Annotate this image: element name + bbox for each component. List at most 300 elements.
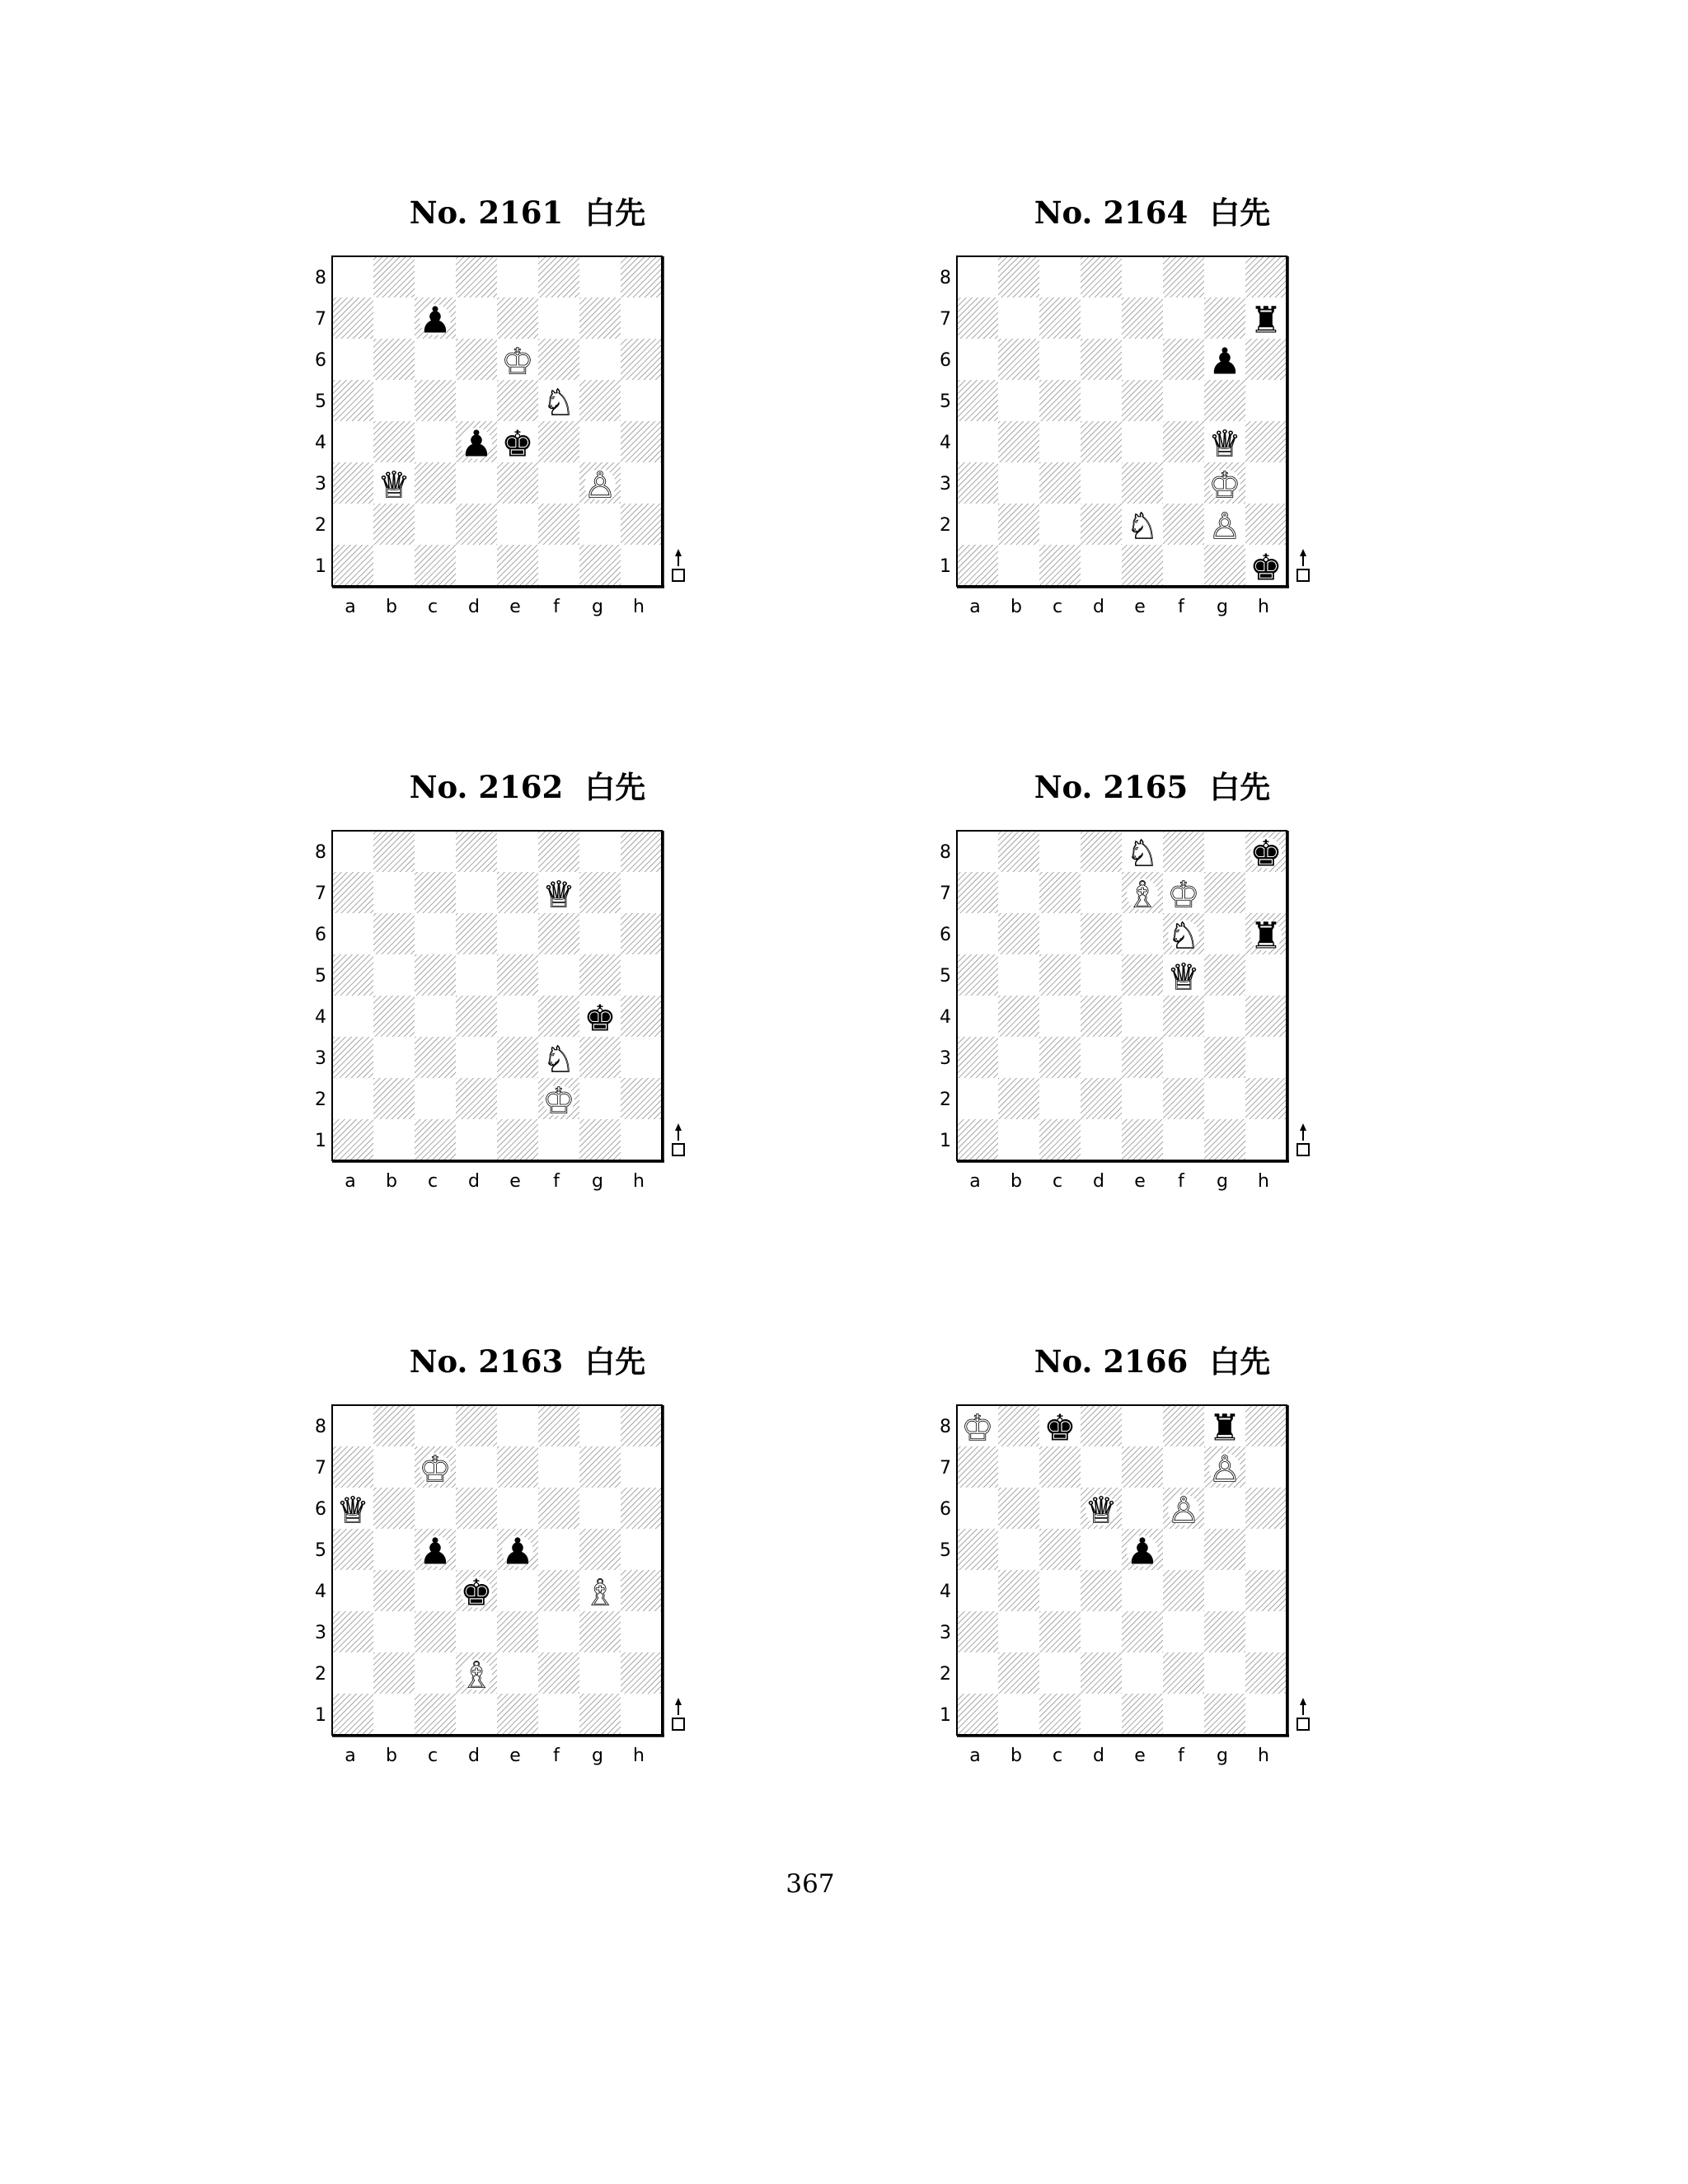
dark-square [456, 256, 497, 298]
dark-square [1245, 1488, 1287, 1529]
rank-label: 7 [940, 1458, 951, 1479]
rank-label: 2 [940, 1664, 951, 1685]
light-square [332, 913, 373, 954]
light-square [579, 421, 621, 462]
file-label: c [1052, 597, 1063, 617]
white-to-move-square-icon [1297, 1718, 1309, 1730]
dark-square [456, 504, 497, 545]
dark-square [1081, 1078, 1122, 1119]
light-square [998, 1529, 1039, 1570]
light-square [373, 298, 415, 339]
dark-square [332, 1119, 373, 1160]
dark-square [538, 421, 579, 462]
light-square [1081, 1611, 1122, 1652]
dark-square [1163, 831, 1204, 872]
light-square [497, 913, 538, 954]
white-to-move-square-icon [1297, 569, 1309, 581]
file-label: h [633, 1171, 645, 1192]
light-square [957, 421, 998, 462]
file-label: c [427, 597, 438, 617]
dark-square [415, 380, 456, 421]
light-square [1081, 872, 1122, 913]
dark-square [456, 1405, 497, 1446]
dark-square [621, 831, 662, 872]
light-square [538, 1694, 579, 1735]
rank-label: 7 [315, 1458, 326, 1479]
light-square [1204, 996, 1245, 1037]
rank-label: 6 [940, 1499, 951, 1520]
side-to-move: 白先 [584, 194, 646, 231]
dark-square [998, 1488, 1039, 1529]
light-square [621, 545, 662, 586]
light-square [957, 1488, 998, 1529]
light-square [415, 256, 456, 298]
dark-square [1204, 380, 1245, 421]
file-label: d [468, 1171, 480, 1192]
dark-square [998, 339, 1039, 380]
light-square [456, 1037, 497, 1078]
file-label: g [592, 597, 603, 617]
light-square [621, 380, 662, 421]
light-square [538, 1529, 579, 1570]
dark-square [621, 1652, 662, 1694]
dark-square [1204, 1694, 1245, 1735]
light-square [415, 421, 456, 462]
light-square [998, 1611, 1039, 1652]
light-square [1122, 1405, 1163, 1446]
dark-square [456, 1488, 497, 1529]
light-square [332, 421, 373, 462]
dark-square [579, 872, 621, 913]
light-square [579, 1405, 621, 1446]
chessboard [938, 824, 1334, 1228]
white-bishop-icon: ♗ [584, 1572, 617, 1615]
white-pawn-icon: ♙ [584, 464, 617, 507]
dark-square [1039, 298, 1081, 339]
dark-square [332, 545, 373, 586]
dark-square [1204, 954, 1245, 996]
light-square [373, 1037, 415, 1078]
dark-square [497, 462, 538, 504]
dark-square [998, 996, 1039, 1037]
light-square [621, 1119, 662, 1160]
dark-square [415, 1611, 456, 1652]
diagram-2166 [938, 1341, 1367, 1802]
dark-square [497, 1037, 538, 1078]
chessboard [313, 1399, 709, 1802]
file-label: e [1134, 1746, 1146, 1766]
chessboard [938, 1399, 1334, 1802]
dark-square [332, 1446, 373, 1488]
dark-square [497, 1611, 538, 1652]
file-label: g [1217, 1746, 1228, 1766]
rank-label: 3 [315, 1623, 326, 1643]
dark-square [1081, 913, 1122, 954]
dark-square [1039, 462, 1081, 504]
white-king-icon: ♔ [961, 1407, 994, 1450]
dark-square [1081, 996, 1122, 1037]
light-square [538, 954, 579, 996]
black-pawn-icon: ♟ [460, 423, 493, 466]
white-king-icon: ♔ [501, 340, 534, 383]
light-square [538, 462, 579, 504]
light-square [998, 298, 1039, 339]
light-square [1081, 1119, 1122, 1160]
dark-square [1245, 1570, 1287, 1611]
light-square [1039, 256, 1081, 298]
dark-square [579, 545, 621, 586]
dark-square [1163, 1405, 1204, 1446]
dark-square [621, 1405, 662, 1446]
light-square [456, 1119, 497, 1160]
rank-label: 6 [315, 350, 326, 371]
dark-square [1039, 954, 1081, 996]
dark-square [621, 421, 662, 462]
light-square [957, 504, 998, 545]
dark-square [538, 996, 579, 1037]
light-square [579, 1652, 621, 1694]
light-square [1245, 1037, 1287, 1078]
light-square [1039, 1652, 1081, 1694]
white-queen-icon: ♕ [542, 874, 575, 916]
dark-square [957, 1694, 998, 1735]
file-label: b [1010, 597, 1022, 617]
file-label: a [969, 1171, 981, 1192]
light-square [1204, 1570, 1245, 1611]
light-square [998, 954, 1039, 996]
light-square [538, 298, 579, 339]
light-square [621, 1529, 662, 1570]
rank-label: 6 [940, 350, 951, 371]
diagram-2164 [938, 192, 1367, 654]
rank-label: 3 [940, 1048, 951, 1069]
dark-square [373, 1488, 415, 1529]
dark-square [1122, 1119, 1163, 1160]
file-label: b [386, 597, 397, 617]
light-square [1245, 954, 1287, 996]
dark-square [373, 421, 415, 462]
rank-label: 2 [315, 1664, 326, 1685]
rank-label: 4 [940, 1007, 951, 1028]
dark-square [1122, 1611, 1163, 1652]
dark-square [332, 1611, 373, 1652]
file-label: a [345, 1746, 356, 1766]
white-to-move-square-icon [673, 1144, 684, 1155]
dark-square [1204, 1119, 1245, 1160]
white-queen-icon: ♕ [1167, 956, 1200, 999]
rank-label: 3 [940, 1623, 951, 1643]
light-square [579, 1078, 621, 1119]
dark-square [456, 996, 497, 1037]
light-square [1039, 913, 1081, 954]
light-square [497, 1488, 538, 1529]
up-arrow-icon [675, 1123, 682, 1141]
rank-label: 7 [315, 883, 326, 904]
dark-square [621, 256, 662, 298]
dark-square [1039, 1119, 1081, 1160]
diagram-title [313, 1341, 742, 1382]
rank-label: 1 [315, 1131, 326, 1151]
rank-label: 5 [940, 966, 951, 987]
dark-square [1204, 1611, 1245, 1652]
problem-number: No. 2163 [409, 1343, 564, 1380]
black-rook-icon: ♜ [1250, 299, 1282, 342]
light-square [456, 380, 497, 421]
light-square [1039, 996, 1081, 1037]
light-square [456, 298, 497, 339]
light-square [497, 831, 538, 872]
side-to-move: 白先 [1209, 1343, 1271, 1380]
light-square [373, 1694, 415, 1735]
light-square [497, 996, 538, 1037]
black-rook-icon: ♜ [1208, 1407, 1241, 1450]
light-square [415, 913, 456, 954]
dark-square [998, 1652, 1039, 1694]
light-square [1081, 1446, 1122, 1488]
light-square [579, 913, 621, 954]
diagram-title [313, 192, 742, 233]
light-square [579, 1488, 621, 1529]
light-square [1039, 421, 1081, 462]
rank-label: 8 [940, 268, 951, 288]
dark-square [957, 1529, 998, 1570]
dark-square [998, 1570, 1039, 1611]
file-label: a [969, 597, 981, 617]
light-square [621, 1446, 662, 1488]
light-square [579, 504, 621, 545]
black-king-icon: ♚ [1250, 546, 1282, 589]
problem-number: No. 2166 [1034, 1343, 1189, 1380]
light-square [1245, 1119, 1287, 1160]
light-square [538, 545, 579, 586]
dark-square [1204, 545, 1245, 586]
light-square [497, 1405, 538, 1446]
page-number: 367 [785, 1869, 835, 1899]
diagram-2161 [313, 192, 742, 654]
light-square [1122, 421, 1163, 462]
light-square [998, 872, 1039, 913]
dark-square [456, 1078, 497, 1119]
dark-square [538, 339, 579, 380]
dark-square [998, 1078, 1039, 1119]
black-king-icon: ♚ [584, 997, 617, 1040]
black-pawn-icon: ♟ [419, 299, 452, 342]
light-square [1163, 380, 1204, 421]
rank-label: 4 [940, 433, 951, 453]
light-square [621, 462, 662, 504]
file-label: h [633, 597, 645, 617]
light-square [1163, 1119, 1204, 1160]
light-square [497, 256, 538, 298]
dark-square [373, 1570, 415, 1611]
light-square [1245, 1446, 1287, 1488]
diagram-2165 [938, 766, 1367, 1228]
light-square [957, 996, 998, 1037]
white-pawn-icon: ♙ [1167, 1489, 1200, 1532]
dark-square [415, 954, 456, 996]
dark-square [373, 256, 415, 298]
rank-label: 2 [940, 515, 951, 536]
dark-square [621, 913, 662, 954]
dark-square [497, 380, 538, 421]
dark-square [415, 872, 456, 913]
dark-square [1204, 1037, 1245, 1078]
dark-square [579, 954, 621, 996]
dark-square [1039, 1037, 1081, 1078]
file-label: g [1217, 597, 1228, 617]
dark-square [1245, 996, 1287, 1037]
dark-square [1039, 1611, 1081, 1652]
chessboard [313, 250, 709, 654]
dark-square [332, 462, 373, 504]
light-square [1245, 1611, 1287, 1652]
dark-square [1039, 872, 1081, 913]
dark-square [332, 1529, 373, 1570]
white-pawn-icon: ♙ [1208, 505, 1241, 548]
dark-square [1122, 462, 1163, 504]
up-arrow-icon [1300, 1123, 1306, 1141]
dark-square [998, 421, 1039, 462]
dark-square [415, 545, 456, 586]
light-square [456, 1694, 497, 1735]
dark-square [579, 1446, 621, 1488]
light-square [998, 545, 1039, 586]
dark-square [998, 256, 1039, 298]
light-square [621, 1037, 662, 1078]
dark-square [621, 1488, 662, 1529]
dark-square [957, 298, 998, 339]
light-square [1163, 462, 1204, 504]
light-square [998, 1119, 1039, 1160]
light-square [456, 545, 497, 586]
dark-square [1245, 256, 1287, 298]
light-square [1039, 1570, 1081, 1611]
rank-label: 5 [315, 391, 326, 412]
light-square [332, 1078, 373, 1119]
dark-square [415, 1037, 456, 1078]
light-square [1163, 1529, 1204, 1570]
dark-square [373, 504, 415, 545]
dark-square [538, 504, 579, 545]
light-square [332, 831, 373, 872]
rank-label: 7 [940, 883, 951, 904]
rank-label: 4 [315, 1582, 326, 1602]
black-pawn-icon: ♟ [1208, 340, 1241, 383]
dark-square [1163, 421, 1204, 462]
dark-square [373, 831, 415, 872]
dark-square [1163, 504, 1204, 545]
light-square [957, 913, 998, 954]
rank-label: 4 [315, 433, 326, 453]
dark-square [1245, 1078, 1287, 1119]
light-square [1163, 298, 1204, 339]
white-bishop-icon: ♗ [460, 1654, 493, 1697]
diagram-title [938, 766, 1367, 808]
light-square [957, 256, 998, 298]
white-king-icon: ♔ [1167, 874, 1200, 916]
dark-square [621, 1570, 662, 1611]
light-square [538, 1446, 579, 1488]
light-square [456, 462, 497, 504]
light-square [1163, 545, 1204, 586]
file-label: d [468, 597, 480, 617]
dark-square [538, 913, 579, 954]
dark-square [1204, 298, 1245, 339]
dark-square [1245, 1405, 1287, 1446]
file-label: d [1093, 597, 1104, 617]
dark-square [579, 298, 621, 339]
white-knight-icon: ♘ [1126, 832, 1159, 875]
dark-square [957, 872, 998, 913]
rank-label: 6 [940, 925, 951, 945]
dark-square [957, 954, 998, 996]
rank-label: 1 [315, 556, 326, 577]
light-square [1163, 1694, 1204, 1735]
light-square [538, 1119, 579, 1160]
dark-square [621, 504, 662, 545]
white-king-icon: ♔ [419, 1448, 452, 1491]
rank-label: 7 [940, 309, 951, 330]
dark-square [1122, 954, 1163, 996]
light-square [373, 380, 415, 421]
file-label: d [1093, 1171, 1104, 1192]
rank-label: 2 [315, 1090, 326, 1110]
dark-square [957, 1611, 998, 1652]
dark-square [1039, 1529, 1081, 1570]
light-square [1081, 298, 1122, 339]
black-king-icon: ♚ [460, 1572, 493, 1615]
light-square [1039, 831, 1081, 872]
light-square [621, 298, 662, 339]
white-queen-icon: ♕ [336, 1489, 369, 1532]
light-square [1081, 545, 1122, 586]
dark-square [538, 256, 579, 298]
dark-square [1245, 421, 1287, 462]
dark-square [998, 1405, 1039, 1446]
light-square [1122, 256, 1163, 298]
up-arrow-icon [675, 1698, 682, 1715]
light-square [998, 380, 1039, 421]
dark-square [497, 872, 538, 913]
black-pawn-icon: ♟ [501, 1530, 534, 1573]
rank-label: 1 [940, 1131, 951, 1151]
file-label: h [1258, 597, 1269, 617]
dark-square [957, 545, 998, 586]
rank-label: 5 [315, 1540, 326, 1561]
black-king-icon: ♚ [501, 423, 534, 466]
light-square [1245, 1529, 1287, 1570]
white-knight-icon: ♘ [542, 1038, 575, 1081]
light-square [1245, 380, 1287, 421]
light-square [957, 831, 998, 872]
dark-square [1204, 1529, 1245, 1570]
light-square [497, 1078, 538, 1119]
light-square [957, 1652, 998, 1694]
file-label: b [386, 1171, 397, 1192]
white-to-move-square-icon [673, 1718, 684, 1730]
dark-square [1122, 1446, 1163, 1488]
file-label: f [1178, 1746, 1184, 1766]
white-knight-icon: ♘ [542, 382, 575, 424]
white-knight-icon: ♘ [1126, 505, 1159, 548]
dark-square [579, 1037, 621, 1078]
light-square [1039, 1488, 1081, 1529]
light-square [373, 1529, 415, 1570]
file-label: e [509, 597, 521, 617]
dark-square [1081, 831, 1122, 872]
light-square [998, 1694, 1039, 1735]
light-square [957, 1078, 998, 1119]
